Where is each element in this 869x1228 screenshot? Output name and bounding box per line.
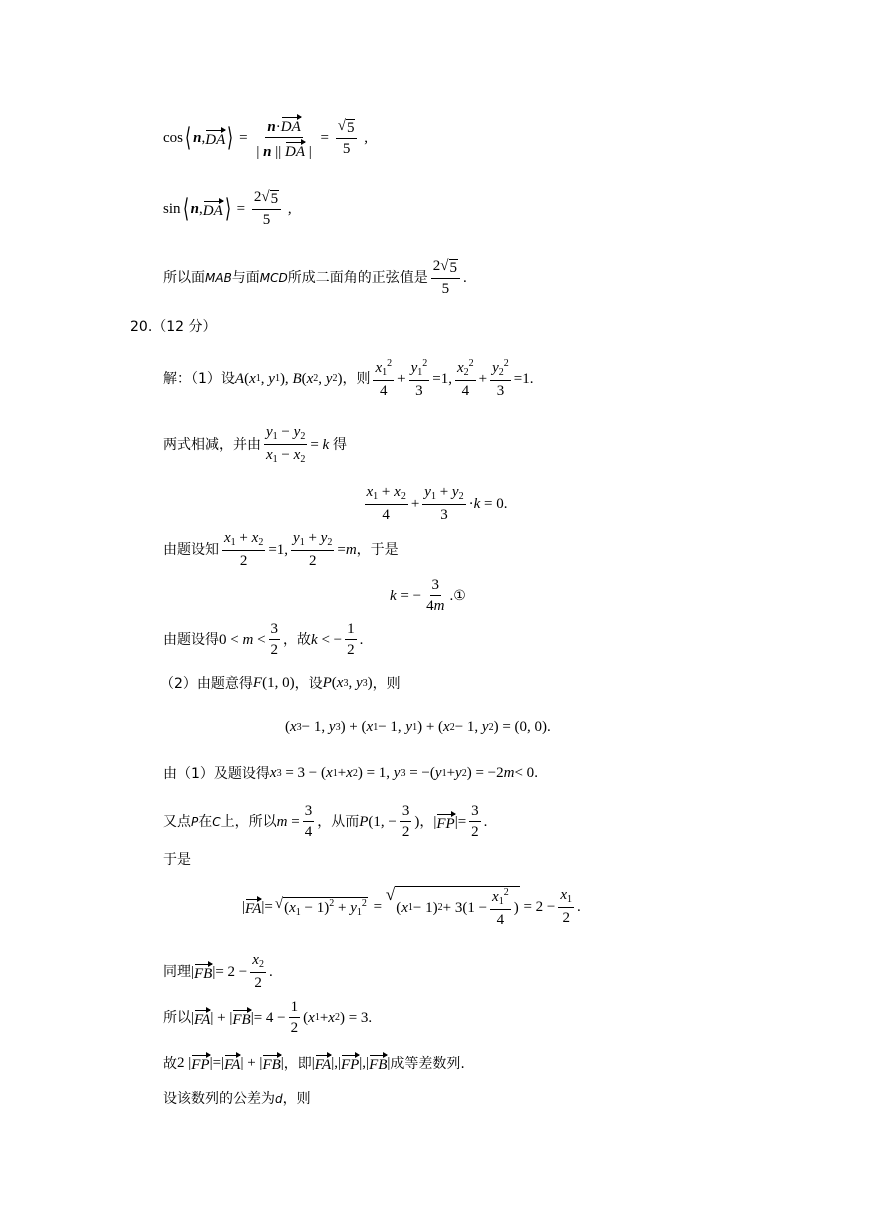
sin-equation: sin ⟨ n , DA ⟩ = 2√ 5 5 ,	[163, 189, 292, 228]
point-p-line: 又点 P 在 C 上，所以 m = $\frac{3}{4}$ ，从而 P (1, − $\frac{3}{2}$ ) ， | FP |= $\frac{3}{2}$ .	[163, 803, 488, 840]
common-difference-line: 设该数列的公差为 d ，则	[163, 1091, 311, 1107]
m-range-line: 由题设得 0 < m < $\frac{3}{2}$ ，故 k < − $\frac{1}{2}$ .	[163, 621, 364, 658]
question-20-header: 20.（12 分）	[130, 319, 217, 335]
vector-sum-equation: ( x 3 − 1, y 3 ) + ( x 1 − 1, y 1 ) + ( x 2 − 1, y 2 ) = (0, 0) .	[285, 719, 551, 735]
fa-fb-sum-line: 所以 | FA | + | FB |= 4 − $\frac{1}{2}$ ( x 1 + x 2 ) = 3 .	[163, 999, 373, 1036]
arithmetic-sequence-line: 故 2 | FP |=| FA | + | FB | ，即 | FA |,| FP |,| FB | 成等差数列.	[163, 1055, 465, 1073]
k-equation: k = − $\frac{3}{4m}$ . ①	[390, 577, 466, 614]
solution-part1-intro: 解：（1）设 A ( x 1 , y 1 ), B ( x 2 , y 2 ) ，则 $\frac{x_1^2}{4}$ + $\frac{y_1^2}{3}$ =1, $\frac{x_2^2}{4}$ + $\frac{y_2^2}{3}$ =1 .	[163, 358, 534, 399]
fa-length-equation: | FA |= √ $(x_1 - 1)^2 + y_1^2$ = √ ( x 1 − 1) 2 + 3(1 − $\frac{x_1^2}{4}$ ) = 2 − $\frac{x_1}{2}$ .	[242, 885, 581, 928]
subtract-line: 两式相减，并由 $\frac{y_1 - y_2}{x_1 - x_2}$ = k 得	[163, 424, 347, 465]
derived-equation: $\frac{x_1 + x_2}{4}$ + $\frac{y_1 + y_2}{3}$ · k = 0 .	[366, 484, 508, 523]
from-part1-line: 由（1）及题设得 x 3 = 3 − ( x 1 + x 2 ) = 1, y 3 = −( y 1 + y 2 ) = −2 m < 0 .	[163, 765, 538, 782]
fb-length-line: 同理 | FB |= 2 − $\frac{x_2}{2}$ .	[163, 952, 273, 991]
conclusion-line: 所以面 MAB 与面 MCD 所成二面角的正弦值是 2√ 5 5 .	[163, 258, 467, 297]
yushi-line: 于是	[163, 852, 191, 868]
cos-equation: cos ⟨ n , DA ⟩ = $\frac{n\cdot DA}{| n || DA |}$ = √ 5 5 ,	[163, 118, 368, 160]
part2-intro: （2）由题意得 F (1, 0) ，设 P ( x 3 , y 3 ) ，则	[160, 675, 401, 692]
given-line: 由题设知 $\frac{x_1 + x_2}{2}$ =1, $\frac{y_1 + y_2}{2}$ = m ，于是	[163, 530, 399, 569]
